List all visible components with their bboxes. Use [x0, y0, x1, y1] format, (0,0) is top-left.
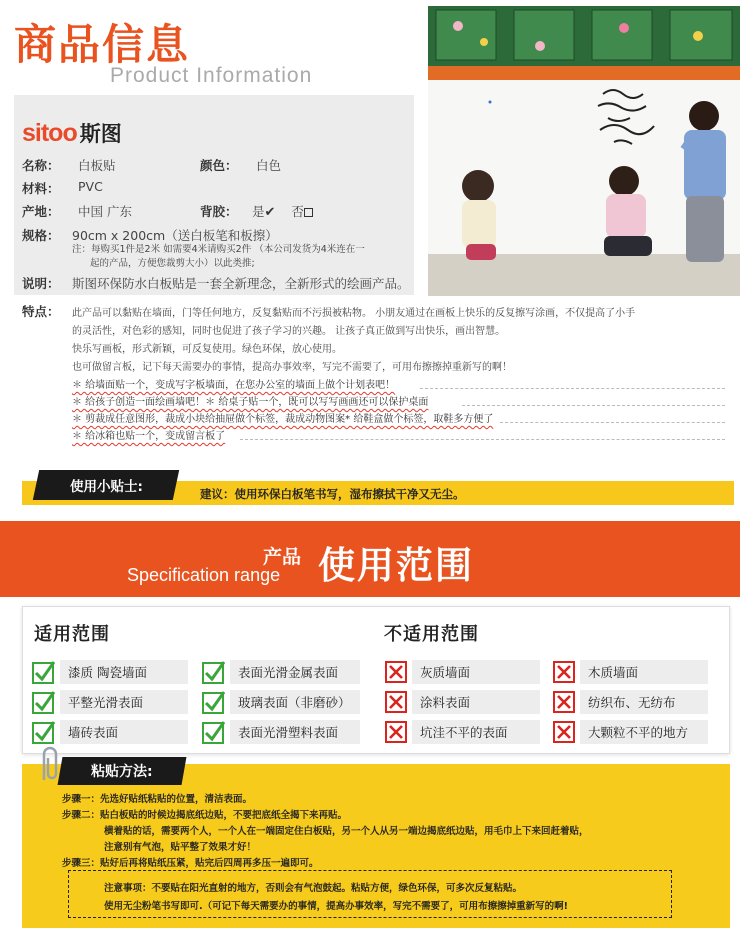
- suitable-item: 表面光滑塑料表面: [230, 720, 360, 744]
- spec-note-1: 注：每购买1件是2米 如需要4米请购买2件 （本公司发货为4米连在一: [72, 244, 365, 255]
- suitable-item: 墙砖表面: [60, 720, 188, 744]
- unsuitable-item: 大颗粒不平的地方: [580, 720, 708, 744]
- check-icon: [202, 660, 226, 684]
- step-line: 横着贴的话，需要两个人，一个人在一端固定住白板贴，另一个人从另一端边揭底纸边贴，用毛巾上下来回赶着贴，: [104, 826, 589, 837]
- check-icon: [32, 720, 56, 744]
- suitable-item: 玻璃表面（非磨砂）: [230, 690, 360, 714]
- check-icon: [202, 690, 226, 714]
- step-line: 步骤三：贴好后再将贴纸压紧，贴完后四周再多压一遍即可。: [62, 858, 319, 869]
- color-value: 白色: [256, 158, 282, 173]
- color-label: 颜色：: [200, 158, 238, 173]
- unsuitable-item: 坑洼不平的表面: [412, 720, 540, 744]
- backing-yes: 是: [252, 204, 265, 219]
- step-line: 步骤二：贴白板贴的时候边揭底纸边贴，不要把底纸全揭下来再贴。: [62, 810, 348, 821]
- notice-line: 注意事项：不要贴在阳光直射的地方，否则会有气泡鼓起。粘贴方便，绿色环保，可多次反复粘贴。: [104, 883, 523, 894]
- name-label: 名称：: [22, 158, 60, 173]
- section-title: 商品信息: [14, 20, 191, 69]
- backing-options: [252, 202, 313, 220]
- usage-idea-line: ＊ 剪裁成任意图形，裁成小块给抽屉做个标签，裁成动物图案* 给鞋盒做个标签，取鞋多方便了: [72, 414, 494, 425]
- usage-idea-line: ＊ 给冰箱也贴一个，变成留言板了: [72, 431, 226, 442]
- spec-value: 90cm x 200cm（送白板笔和板擦）: [72, 228, 278, 243]
- cross-icon: [552, 720, 576, 744]
- check-icon: [32, 690, 56, 714]
- spec-note-2: 起的产品，方便您裁剪大小）以此类推;: [90, 258, 255, 269]
- unsuitable-item: 纺织布、无纺布: [580, 690, 708, 714]
- desc-value: 斯图环保防水白板贴是一套全新理念，全新形式的绘画产品。: [72, 276, 410, 291]
- dashed-divider: [500, 422, 725, 423]
- suitable-title: 适用范围: [34, 624, 110, 645]
- section-subtitle: Product Information: [110, 64, 313, 87]
- empty-checkbox-icon: [304, 208, 313, 217]
- origin-label: 产地：: [22, 204, 60, 219]
- brand-logo: [22, 118, 122, 148]
- logo-text-cn: 斯图: [79, 122, 122, 146]
- features-label: 特点：: [22, 304, 60, 319]
- cross-icon: [552, 660, 576, 684]
- unsuitable-item: 木质墙面: [580, 660, 708, 684]
- desc-label: 说明：: [22, 276, 60, 291]
- name-value: 白板贴: [78, 158, 116, 173]
- cross-icon: [384, 660, 408, 684]
- suitable-item: 表面光滑金属表面: [230, 660, 360, 684]
- cross-icon: [384, 690, 408, 714]
- feature-line: 的灵活性，对色彩的感知，同时也促进了孩子学习的兴趣。 让孩子真正做到写出快乐，画出智慧。: [72, 326, 506, 337]
- dashed-divider: [240, 439, 725, 440]
- dashed-divider: [420, 388, 725, 389]
- suitable-item: 平整光滑表面: [60, 690, 188, 714]
- banner-en-title: Specification range: [127, 565, 281, 585]
- cross-icon: [384, 720, 408, 744]
- checkmark-icon: ✔: [264, 205, 276, 220]
- unsuitable-title: 不适用范围: [384, 624, 479, 645]
- origin-value: 中国 广东: [78, 204, 132, 219]
- check-icon: [202, 720, 226, 744]
- tip-badge: 使用小贴士:: [33, 470, 179, 500]
- feature-line: 快乐写画板，形式新颖，可反复使用。绿色环保，放心使用。: [72, 344, 342, 355]
- logo-text-en: sitoo: [22, 118, 77, 147]
- usage-idea-line: ＊ 给墙面贴一个，变成写字板墙面，在您办公室的墙面上做个计划表吧！: [72, 380, 396, 391]
- spec-label: 规格：: [22, 228, 60, 243]
- steps-badge: 粘贴方法:: [58, 757, 187, 785]
- notice-line: 使用无尘粉笔书写即可.（可记下每天需要办的事情，提高办事效率，写完不需要了，可用布擦擦掉重新写的啊!: [104, 901, 568, 912]
- unsuitable-item: 涂料表面: [412, 690, 540, 714]
- step-line: 步骤一：先选好贴纸粘贴的位置，清洁表面。: [62, 794, 253, 805]
- backing-no: 否: [291, 204, 304, 219]
- cross-icon: [552, 690, 576, 714]
- step-line: 注意别有气泡，贴平整了效果才好！: [104, 842, 257, 853]
- feature-line: 此产品可以黏贴在墙面，门等任何地方，反复黏贴而不污损被粘物。 小朋友通过在画板上快乐的反复擦写涂画，不仅提高了小手: [72, 308, 636, 319]
- check-icon: [32, 660, 56, 684]
- usage-idea-line: ＊ 给孩子创造一面绘画墙吧！＊ 给桌子贴一个，既可以写写画画还可以保护桌面: [72, 397, 429, 408]
- backing-label: 背胶：: [200, 204, 238, 219]
- material-value: PVC: [78, 179, 103, 194]
- feature-line: 也可做留言板，记下每天需要办的事情，提高办事效率，写完不需要了，可用布擦擦掉重新写的啊！: [72, 362, 512, 373]
- suitable-item: 漆质 陶瓷墙面: [60, 660, 188, 684]
- tip-text: 建议：使用环保白板笔书写，湿布擦拭干净又无尘。: [200, 487, 465, 501]
- banner-small-title: 产品: [263, 546, 302, 568]
- kids-drawing-on-whiteboard-image: [428, 6, 740, 296]
- unsuitable-item: 灰质墙面: [412, 660, 540, 684]
- dashed-divider: [462, 405, 725, 406]
- product-photo: [428, 6, 740, 296]
- banner-main-title: 使用范围: [318, 544, 474, 587]
- material-label: 材料：: [22, 181, 60, 196]
